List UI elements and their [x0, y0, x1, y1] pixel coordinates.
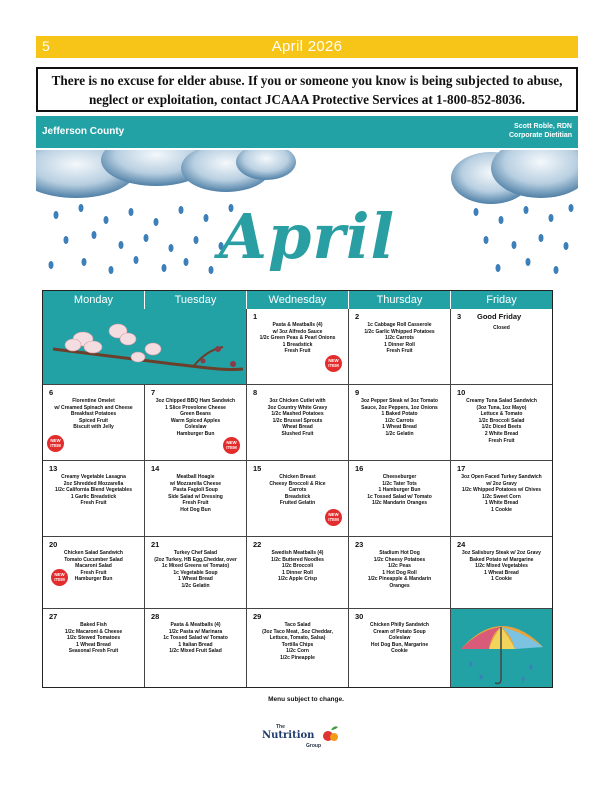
day-number: 7 [151, 388, 156, 397]
weekday-header-tuesday: Tuesday [145, 291, 247, 309]
menu-items [250, 322, 345, 355]
new-item-badge-line2: ITEM [226, 445, 237, 450]
menu-item: Baked Fish [80, 622, 107, 628]
menu-item: 1/2c Peas [388, 563, 411, 570]
day-cell [145, 461, 247, 537]
day-number: 8 [253, 388, 258, 397]
new-item-badge-line1: NEW [328, 512, 339, 517]
menu-item: Pasta Fagioli Soup [173, 487, 218, 494]
menu-item: 3oz Chicken Cutlet with [269, 398, 326, 404]
menu-item: 1/2c California Blend Vegetables [55, 487, 132, 494]
menu-item: Lettuce & Tomato [480, 411, 523, 418]
umbrella-cell [451, 609, 552, 687]
menu-item: 1/2c Garlic Whipped Potatoes [364, 328, 435, 335]
menu-item: Spiced Fruit [79, 417, 108, 424]
menu-item: 1 Cookie [491, 506, 512, 513]
day-cell [349, 537, 451, 609]
menu-item: 2 White Bread [484, 430, 519, 437]
menu-item: 1/2c Mandarin Oranges [371, 500, 428, 507]
holiday-label: Good Friday [477, 312, 522, 321]
menu-items [454, 550, 549, 583]
day-cell [43, 537, 145, 609]
menu-item: Stadium Hot Dog [379, 550, 420, 556]
menu-item: 1/2c Stewed Tomatoes [66, 635, 121, 642]
menu-item: Breadstick [284, 493, 311, 500]
menu-items [454, 325, 549, 332]
menu-item: w/ 2oz Gravy [486, 480, 517, 487]
menu-item: Sauce, 2oz Peppers, 1oz Onions [361, 404, 438, 411]
day-cell [145, 537, 247, 609]
menu-items [352, 398, 447, 438]
menu-item: Fresh Fruit [386, 348, 413, 355]
menu-item: 1 Dinner Roll [282, 569, 313, 576]
rain-cloud-banner [36, 150, 578, 285]
new-item-badge-line2: ITEM [328, 363, 339, 368]
menu-item: 1/2c Gelatin [385, 430, 414, 437]
logo-nutrition: Nutrition [262, 730, 315, 741]
day-number: 30 [355, 612, 364, 621]
menu-item: Hot Dog Bun, Margarine [370, 641, 429, 648]
menu-item: 1/2c Buttered Noodles [271, 556, 324, 563]
new-item-badge [51, 569, 68, 586]
logo-group: Group [306, 743, 321, 749]
new-item-badge [325, 509, 342, 526]
menu-item: Hot Dog Bun [180, 506, 211, 513]
menu-item: 1c Cabbage Roll Casserole [367, 322, 432, 328]
menu-item: 3oz Chipped BBQ Ham Sandwich [155, 398, 236, 404]
menu-item: Warm Spiced Apples [170, 417, 221, 424]
menu-items [250, 550, 345, 583]
menu-item: 1/2c Mixed Vegetables [475, 563, 528, 570]
menu-items [148, 550, 243, 590]
day-cell [349, 385, 451, 461]
menu-item: Oranges [389, 582, 410, 589]
menu-item: w/ 3oz Alfredo Sauce [272, 328, 323, 335]
menu-item: 1 Garlic Breadstick [70, 493, 117, 500]
day-number: 17 [457, 464, 466, 473]
weekday-header-monday: Monday [43, 291, 145, 309]
menu-item: Lettuce, Tomato, Salsa) [269, 635, 326, 642]
left-cloud-icon [36, 150, 296, 198]
menu-item: 1 Wheat Bread [382, 424, 417, 431]
menu-item: 1 Wheat Bread [76, 641, 111, 648]
day-cell [247, 385, 349, 461]
magnolia-branch-cell [43, 309, 247, 385]
menu-item: 1 Wheat Bread [484, 569, 519, 576]
menu-item: Chicken Philly Sandwich [370, 622, 429, 628]
menu-item: 1/2c Apple Crisp [278, 576, 317, 583]
day-number: 23 [355, 540, 364, 549]
weekday-header-wednesday: Wednesday [247, 291, 349, 309]
menu-item: Creamy Tuna Salad Sandwich [466, 398, 537, 404]
menu-items [352, 622, 447, 655]
menu-item: w/ Mozzarella Cheese [169, 480, 222, 487]
menu-item: Breakfast Potatoes [70, 411, 117, 418]
menu-items [148, 398, 243, 438]
magnolia-branch-icon [43, 309, 247, 385]
day-number: 14 [151, 464, 160, 473]
day-number: 24 [457, 540, 466, 549]
dietitian-credit [509, 122, 572, 140]
menu-items [250, 398, 345, 438]
april-script-title: April [218, 200, 396, 273]
menu-item: 1/2c Pasta w/ Marinara [168, 628, 223, 635]
menu-item: 1 Hamburger Bun [378, 487, 421, 494]
nutrition-group-logo [262, 722, 352, 752]
menu-item: Coleslaw [184, 424, 207, 431]
menu-items [46, 474, 141, 507]
day-cell [247, 461, 349, 537]
menu-items [352, 474, 447, 507]
day-number: 28 [151, 612, 160, 621]
menu-item: (3oz Taco Meat, .5oz Cheddar, [262, 628, 333, 635]
day-cell [451, 309, 552, 385]
menu-item: Coleslaw [388, 635, 411, 642]
menu-item: 1/2c Broccoli [281, 563, 314, 570]
menu-item: Cheeseburger [382, 474, 417, 480]
menu-item: 1 Wheat Bread [178, 576, 213, 583]
day-number: 13 [49, 464, 58, 473]
menu-item: 3oz Pepper Steak w/ 3oz Tomato [361, 398, 438, 404]
menu-item: Closed [493, 325, 510, 331]
menu-item: Carrots [288, 487, 307, 494]
menu-item: Fresh Fruit [182, 500, 209, 507]
day-number: 15 [253, 464, 262, 473]
menu-item: 1/2c Carrots [385, 335, 414, 342]
day-number: 29 [253, 612, 262, 621]
logo-the: The [276, 724, 285, 730]
new-item-badge-line1: NEW [50, 438, 61, 443]
day-number: 27 [49, 612, 58, 621]
menu-item: 1/2c Whipped Potatoes w/ Chives [461, 487, 542, 494]
day-cell [247, 309, 349, 385]
new-item-badge-line1: NEW [54, 572, 65, 577]
menu-item: Meatball Hoagie [176, 474, 215, 480]
menu-item: Cheesy Broccoli & Rice [269, 480, 326, 487]
menu-item: Fresh Fruit [284, 348, 311, 355]
new-item-badge-line2: ITEM [328, 517, 339, 522]
day-number: 10 [457, 388, 466, 397]
menu-item: 1/2c Tater Tots [382, 480, 417, 487]
menu-item: Biscuit with Jelly [73, 424, 114, 431]
new-item-badge [223, 437, 240, 454]
day-number: 22 [253, 540, 262, 549]
menu-item: 1/2c Broccoli Salad [478, 417, 525, 424]
menu-item: Pasta & Meatballs (4) [170, 622, 221, 628]
menu-item: (2oz Turkey, HB Egg,Cheddar, over [154, 556, 237, 563]
menu-item: Macaroni Salad [75, 563, 112, 570]
menu-item: 3oz Salisbury Steak w/ 2oz Gravy [462, 550, 541, 556]
menu-calendar [42, 290, 553, 688]
day-cell [451, 385, 552, 461]
new-item-badge-line1: NEW [328, 358, 339, 363]
menu-item: Wheat Bread [282, 424, 313, 431]
new-item-badge-line1: NEW [226, 440, 237, 445]
menu-item: Creamy Vegetable Lasagna [61, 474, 126, 480]
menu-items [352, 550, 447, 590]
day-number: 9 [355, 388, 360, 397]
menu-item: 1/2c Green Peas & Pearl Onions [259, 335, 336, 342]
day-number: 1 [253, 312, 258, 321]
menu-items [46, 622, 141, 655]
menu-item: Tortilla Chips [281, 641, 314, 648]
menu-item: 1c Vegetable Soup [173, 569, 218, 576]
day-cell [247, 609, 349, 687]
menu-item: 1 Baked Potato [381, 411, 418, 418]
menu-item: Chicken Salad Sandwich [64, 550, 123, 556]
menu-item: Fresh Fruit [80, 500, 107, 507]
menu-item: 1c Tossed Salad w/ Tomato [163, 635, 228, 642]
menu-item: 1/2c Carrots [385, 417, 414, 424]
menu-item: Baked Potato w/ Margarine [469, 556, 534, 563]
menu-item: 2oz Shredded Mozzarella [63, 480, 124, 487]
menu-item: 3oz Country White Gravy [267, 404, 328, 411]
menu-item: 1 Slice Provolone Cheese [165, 404, 226, 411]
menu-item: w/ Creamed Spinach and Cheese [54, 404, 133, 411]
menu-item: 1/2c Diced Beets [481, 424, 522, 431]
menu-item: Seasonal Fresh Fruit [68, 648, 119, 655]
day-number: 21 [151, 540, 160, 549]
menu-item: 1/2c Cheesy Potatoes [373, 556, 426, 563]
day-cell [247, 537, 349, 609]
menu-item: Taco Salad [284, 622, 311, 628]
menu-item: 1c Mixed Greens w/ Tomato) [161, 563, 230, 570]
new-item-badge [325, 355, 342, 372]
menu-item: Cream of Potato Soup [373, 628, 426, 635]
menu-item: 1c Tossed Salad w/ Tomato [367, 493, 432, 500]
menu-item: Turkey Chef Salad [173, 550, 218, 556]
menu-item: (3oz Tuna, 1oz Mayo) [476, 404, 527, 411]
day-number: 2 [355, 312, 360, 321]
menu-item: 1/2c Pineapple & Mandarin [367, 576, 432, 583]
menu-item: 1 White Bread [484, 500, 519, 507]
right-cloud-icon [451, 150, 578, 204]
day-cell [349, 609, 451, 687]
menu-item: Hamburger Bun [74, 576, 113, 583]
menu-item: 1/2c Corn [286, 648, 309, 655]
day-number: 16 [355, 464, 364, 473]
menu-items [46, 398, 141, 431]
menu-item: 1 Cookie [491, 576, 512, 583]
day-cell [349, 461, 451, 537]
day-cell [43, 385, 145, 461]
day-cell [349, 309, 451, 385]
day-cell [451, 537, 552, 609]
menu-item: Slushed Fruit [281, 430, 314, 437]
menu-item: Swedish Meatballs (4) [271, 550, 324, 556]
elder-abuse-notice: There is no excuse for elder abuse. If you or someone you know is being subjected to abuse, neglect or exploitation, contact JCAAA Protective Services at 1-800-852-8036. [36, 67, 578, 112]
day-cell [43, 609, 145, 687]
menu-item: 1 Dinner Roll [384, 341, 415, 348]
menu-item: Cookie [391, 648, 408, 655]
menu-item: Florentine Omelet [72, 398, 115, 404]
menu-items [250, 474, 345, 507]
menu-disclaimer: Menu subject to change. [268, 696, 344, 703]
menu-item: Chicken Breast [279, 474, 316, 480]
menu-item: 1/2c Brussel Sprouts [272, 417, 323, 424]
menu-items [148, 622, 243, 655]
menu-item: 1 Breadstick [282, 341, 313, 348]
menu-item: 1/2c Gelatin [181, 582, 210, 589]
menu-item: Fresh Fruit [488, 437, 515, 444]
dietitian-name: Scott Roble, RDN [514, 123, 572, 130]
day-number: 3 [457, 312, 462, 321]
menu-item: Fruited Gelatin [279, 500, 316, 507]
day-number: 6 [49, 388, 54, 397]
day-number: 20 [49, 540, 58, 549]
new-item-badge-line2: ITEM [50, 443, 61, 448]
menu-item: Pasta & Meatballs (4) [272, 322, 323, 328]
menu-item: Tomato Cucumber Salad [64, 556, 123, 563]
menu-items [148, 474, 243, 514]
menu-item: 1 Hot Dog Roll [382, 569, 417, 576]
day-cell [145, 385, 247, 461]
umbrella-icon [451, 609, 552, 687]
menu-item: 1/2c Pineapple [280, 654, 315, 661]
menu-items [454, 398, 549, 444]
menu-item: Green Beans [180, 411, 211, 418]
weekday-header-thursday: Thursday [349, 291, 451, 309]
page-number: 5 [42, 38, 50, 54]
county-name: Jefferson County [42, 126, 125, 137]
month-year-title: April 2026 [271, 38, 343, 55]
new-item-badge-line2: ITEM [54, 577, 65, 582]
menu-item: 1 Italian Bread [178, 641, 213, 648]
menu-items [454, 474, 549, 514]
menu-item: 1/2c Mashed Potatoes [271, 411, 324, 418]
day-cell [43, 461, 145, 537]
menu-item: 1/2c Macaroni & Cheese [64, 628, 123, 635]
menu-item: Fresh Fruit [80, 569, 107, 576]
menu-item: 1/2c Mixed Fruit Salad [169, 648, 222, 655]
page-header-bar [36, 36, 578, 58]
day-cell [145, 609, 247, 687]
menu-items [352, 322, 447, 355]
menu-item: 1/2c Sweet Corn [482, 493, 521, 500]
dietitian-title: Corporate Dietitian [508, 132, 572, 139]
new-item-badge [47, 435, 64, 452]
weekday-header-friday: Friday [451, 291, 552, 309]
menu-items [250, 622, 345, 662]
county-bar [36, 116, 578, 148]
menu-item: 3oz Open Faced Turkey Sandwich [461, 474, 542, 480]
apple-logo-icon [320, 724, 342, 744]
day-cell [451, 461, 552, 537]
menu-item: Side Salad w/ Dressing [168, 493, 223, 500]
menu-item: Hamburger Bun [176, 430, 215, 437]
